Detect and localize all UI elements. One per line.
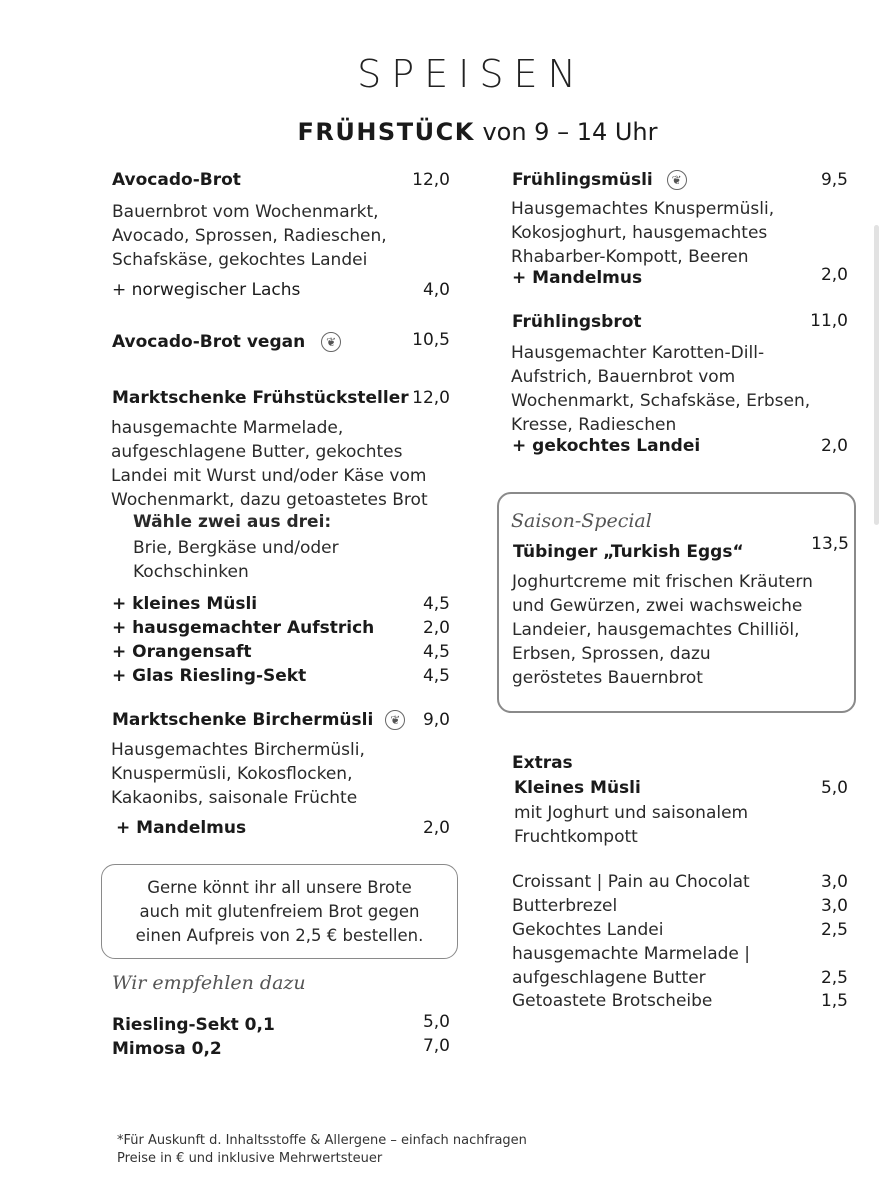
addon-name: + norwegischer Lachs (112, 280, 301, 300)
extras-item-price: 3,0 (820, 872, 848, 892)
extras-item-name: hausgemachte Marmelade | (512, 944, 751, 964)
section-hours: von 9 – 14 Uhr (482, 118, 658, 146)
item-name: Avocado-Brot (112, 170, 241, 190)
drink-price: 5,0 (422, 1012, 450, 1032)
special-label: Saison-Special (511, 510, 652, 532)
special-price: 13,5 (811, 534, 849, 554)
addon-name: + hausgemachter Aufstrich (112, 618, 375, 638)
section-title: FRÜHSTÜCK (297, 118, 475, 146)
item-description: hausgemachte Marmelade, aufgeschlagene Butter, gekochtes Landei mit Wurst und/oder Käse vom Wochenmarkt, dazu getoastetes Brot (111, 418, 428, 510)
item-name: Frühlingsbrot (512, 312, 642, 332)
extras-title: Extras (512, 753, 573, 773)
addon-name: + Glas Riesling-Sekt (112, 666, 307, 686)
special-name: Tübinger „Turkish Eggs“ (513, 542, 744, 562)
footer-allergens: *Für Auskunft d. Inhaltsstoffe & Allergene – einfach nachfragen (117, 1133, 527, 1148)
section-heading (0, 118, 883, 146)
footer-prices: Preise in € und inklusive Mehrwertsteuer (117, 1151, 383, 1166)
scrollbar[interactable] (874, 225, 879, 525)
drink-price: 7,0 (422, 1036, 450, 1056)
extras-item-name: Butterbrezel (512, 896, 618, 916)
addon-price: 2,0 (422, 618, 450, 638)
item-price: 12,0 (412, 170, 450, 190)
choose-description: Brie, Bergkäse und/oder Kochschinken (133, 538, 339, 582)
page-title: SPEISEN (357, 52, 586, 96)
item-description: Hausgemachtes Birchermüsli, Knuspermüsli, Kokosflocken, Kakaonibs, saisonale Früchte (111, 740, 365, 808)
extras-item-price: 2,5 (820, 920, 848, 940)
gluten-note-box (101, 864, 458, 959)
item-name (112, 332, 341, 352)
item-name-text: Avocado-Brot vegan (112, 332, 306, 352)
addon-price: 4,5 (422, 642, 450, 662)
extras-item-description: mit Joghurt und saisonalem Fruchtkompott (514, 803, 749, 847)
addon-price: 4,5 (422, 594, 450, 614)
extras-item-name: Croissant | Pain au Chocolat (512, 872, 750, 892)
extras-item-price: 1,5 (820, 991, 848, 1011)
item-price: 12,0 (412, 388, 450, 408)
addon-price: 4,0 (422, 280, 450, 300)
item-name (112, 710, 405, 730)
extras-item-price: 2,5 (820, 968, 848, 988)
addon-name: + kleines Müsli (112, 594, 258, 614)
extras-item-name: Kleines Müsli (514, 778, 641, 798)
leaf-icon: ❦ (385, 710, 405, 730)
item-price: 11,0 (810, 311, 848, 331)
extras-item-name: Gekochtes Landei (512, 920, 664, 940)
gluten-note: Gerne könnt ihr all unsere Brote auch mit glutenfreiem Brot gegen einen Aufpreis von 2,5 € bestellen. (135, 878, 424, 945)
addon-price: 2,0 (820, 265, 848, 285)
addon-price: 2,0 (820, 436, 848, 456)
addon-name: + Orangensaft (112, 642, 252, 662)
special-description: Joghurtcreme mit frischen Kräutern und Gewürzen, zwei wachsweiche Landeier, hausgemachtes Chilliöl, Erbsen, Sprossen, dazu geröstetes Bauernbrot (512, 572, 813, 688)
choose-title: Wähle zwei aus drei: (133, 512, 332, 532)
addon-price: 2,0 (422, 818, 450, 838)
item-name: Marktschenke Frühstücksteller (112, 388, 409, 408)
recommend-title: Wir empfehlen dazu (112, 972, 306, 994)
item-price: 9,5 (820, 170, 848, 190)
extras-item-name: aufgeschlagene Butter (512, 968, 706, 988)
item-description: Bauernbrot vom Wochenmarkt, Avocado, Sprossen, Radieschen, Schafskäse, gekochtes Landei (112, 202, 387, 270)
leaf-icon: ❦ (667, 170, 687, 190)
item-description: Hausgemachtes Knuspermüsli, Kokosjoghurt, hausgemachtes Rhabarber-Kompott, Beeren (511, 199, 775, 267)
addon-name: + Mandelmus (116, 818, 247, 838)
drink-name: Mimosa 0,2 (112, 1039, 222, 1059)
item-price: 10,5 (412, 330, 450, 350)
extras-item-name: Getoastete Brotscheibe (512, 991, 713, 1011)
item-price: 9,0 (422, 710, 450, 730)
item-name-text: Marktschenke Birchermüsli (112, 710, 374, 730)
item-name (512, 170, 687, 190)
addon-name: + gekochtes Landei (512, 436, 701, 456)
leaf-icon: ❦ (321, 332, 341, 352)
saison-special-box (497, 492, 856, 713)
addon-name: + Mandelmus (512, 268, 643, 288)
extras-item-price: 5,0 (820, 778, 848, 798)
extras-item-price: 3,0 (820, 896, 848, 916)
drink-name: Riesling-Sekt 0,1 (112, 1015, 275, 1035)
addon-price: 4,5 (422, 666, 450, 686)
item-description: Hausgemachter Karotten-Dill- Aufstrich, Bauernbrot vom Wochenmarkt, Schafskäse, Erbsen, Kresse, Radieschen (511, 343, 811, 435)
item-name-text: Frühlingsmüsli (512, 170, 653, 190)
